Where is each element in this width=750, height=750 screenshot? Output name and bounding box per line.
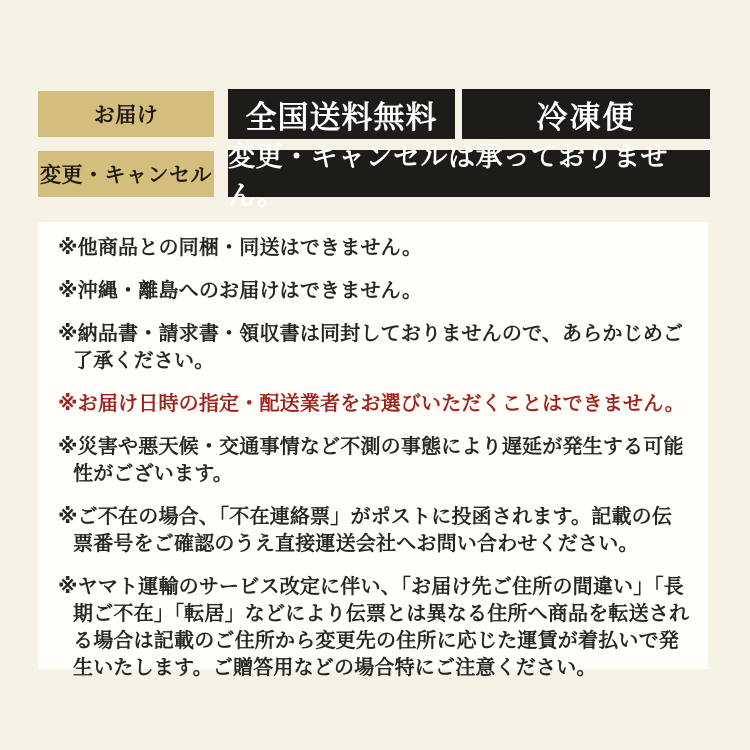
note-item-yamato-forwarding: ※ヤマト運輸のサービス改定に伴い、「お届け先ご住所の間違い」「長期ご不在」「転居」などにより伝票とは異なる住所へ商品を転送される場合は記載のご住所から変更先の住所に応じた運賃が着払いで発生いたします。ご贈答用などの場合特にご注意ください。 — [58, 576, 690, 679]
delivery-label: お届け — [38, 91, 214, 137]
note-item-okinawa: ※沖縄・離島へのお届けはできません。 — [58, 280, 423, 302]
note-item-delays: ※災害や悪天候・交通事情など不測の事態により遅延が発生する可能性がございます。 — [58, 436, 684, 485]
note-item-bundling: ※他商品との同梱・同送はできません。 — [58, 237, 423, 259]
note-item-absence-slip: ※ご不在の場合、「不在連絡票」がポストに投函されます。記載の伝票番号をご確認のうえ直接運送会社へお問い合わせください。 — [58, 506, 673, 555]
note-item-invoice: ※納品書・請求書・領収書は同封しておりませんので、あらかじめご了承ください。 — [58, 323, 684, 372]
frozen-delivery-badge: 冷凍便 — [462, 89, 710, 139]
cancel-label: 変更・キャンセル — [38, 151, 214, 197]
notes-panel — [38, 222, 708, 679]
delivery-row — [38, 89, 710, 139]
free-shipping-badge: 全国送料無料 — [228, 89, 455, 139]
cancel-row — [38, 141, 710, 211]
cancel-policy-message: 変更・キャンセルは承っておりません。 — [228, 150, 710, 197]
note-item-no-date-carrier-choice: ※お届け日時の指定・配送業者をお選びいただくことはできません。 — [58, 393, 685, 415]
